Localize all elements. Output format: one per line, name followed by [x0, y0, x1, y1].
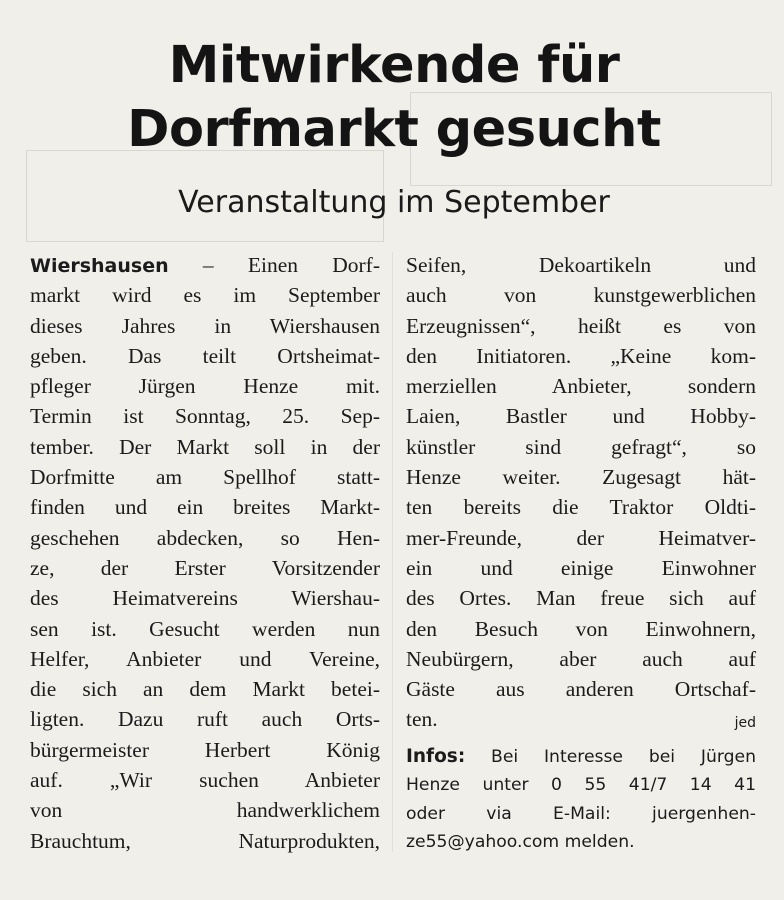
body-line: auf. „Wir suchen Anbieter — [30, 768, 380, 793]
body-line: merziellen Anbieter, sondern — [406, 374, 756, 399]
body-line: auch von kunstgewerblichen — [406, 283, 756, 308]
info-line: Henze unter 0 55 41/7 14 41 — [406, 775, 756, 796]
body-line: ein und einige Einwohner — [406, 555, 756, 580]
article-column-left — [30, 250, 380, 856]
body-line: mer-Freunde, der Heimatver- — [406, 525, 756, 550]
body-line: ten bereits die Traktor Oldti- — [406, 495, 756, 520]
author-initials: jed — [734, 715, 756, 732]
column-divider — [392, 252, 393, 852]
body-line: Gäste aus anderen Ortschaf- — [406, 677, 756, 702]
body-line: künstler sind gefragt“, so — [406, 434, 756, 459]
info-line: oder via E-Mail: juergenhen- — [406, 803, 756, 824]
headline-line-1: Mitwirkende für — [168, 36, 620, 95]
article-column-right — [406, 250, 756, 857]
body-line: den Initiatoren. „Keine kom- — [406, 343, 756, 368]
body-line: bürgermeister Herbert König — [30, 737, 380, 762]
body-line: geben. Das teilt Ortsheimat- — [30, 343, 380, 368]
info-line-email: ze55@yahoo.com melden. — [406, 832, 635, 853]
body-line: Wiershausen – Einen Dorf- — [30, 253, 380, 277]
body-line: Brauchtum, Naturprodukten, — [30, 828, 380, 853]
body-line: Henze weiter. Zugesagt hät- — [406, 465, 756, 490]
info-label: Infos: — [406, 745, 466, 767]
body-line: Seifen, Dekoartikeln und — [406, 253, 756, 277]
body-line: die sich an dem Markt betei- — [30, 677, 380, 702]
dateline-location: Wiershausen — [30, 255, 169, 277]
body-line: tember. Der Markt soll in der — [30, 434, 380, 459]
body-line: des Ortes. Man freue sich auf — [406, 586, 756, 611]
subheadline: Veranstaltung im September — [178, 185, 610, 220]
body-line: finden und ein breites Markt- — [30, 495, 380, 520]
body-line: Dorfmitte am Spellhof statt- — [30, 465, 380, 490]
body-line: des Heimatvereins Wiershau- — [30, 586, 380, 611]
body-line: Laien, Bastler und Hobby- — [406, 404, 756, 429]
body-line: geschehen abdecken, so Hen- — [30, 525, 380, 550]
body-line: Helfer, Anbieter und Vereine, — [30, 646, 380, 671]
body-line: ligten. Dazu ruft auch Orts- — [30, 707, 380, 732]
info-line: Infos: Bei Interesse bei Jürgen — [406, 745, 756, 767]
body-line: Erzeugnissen“, heißt es von — [406, 313, 756, 338]
body-line: Termin ist Sonntag, 25. Sep- — [30, 404, 380, 429]
body-line: markt wird es im September — [30, 283, 380, 308]
body-line-last: ten. jed — [406, 704, 756, 734]
body-line: pfleger Jürgen Henze mit. — [30, 374, 380, 399]
body-line: den Besuch von Einwohnern, — [406, 616, 756, 641]
body-line: von handwerklichem — [30, 798, 380, 823]
headline-line-2: Dorfmarkt gesucht — [127, 100, 661, 159]
body-line: dieses Jahres in Wiershausen — [30, 313, 380, 338]
body-line: sen ist. Gesucht werden nun — [30, 616, 380, 641]
body-line: ze, der Erster Vorsitzender — [30, 555, 380, 580]
body-line: Neubürgern, aber auch auf — [406, 646, 756, 671]
headline — [30, 34, 758, 162]
info-box — [406, 743, 756, 857]
